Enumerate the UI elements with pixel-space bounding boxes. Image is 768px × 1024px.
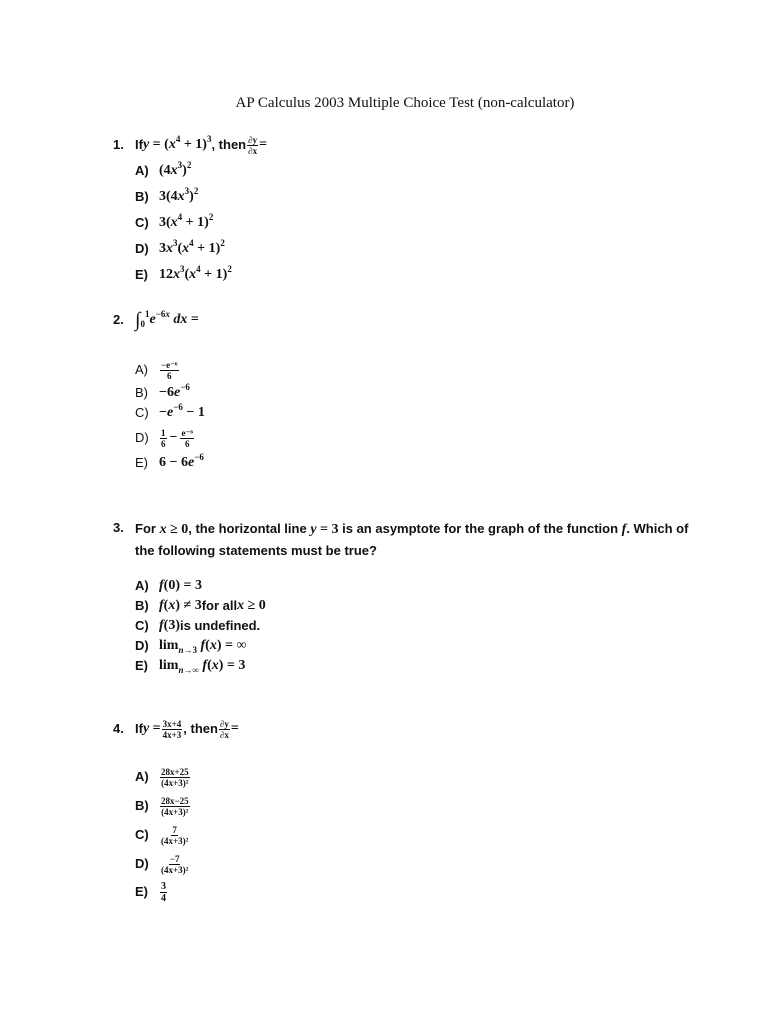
- question-2-stem: $\int_0^1e^{-6x}$ dx =: [135, 309, 199, 331]
- q1-option-e[interactable]: E) $12x^3(x^4 + 1)^2$: [135, 264, 232, 282]
- q1-derivative-symbol: $\frac{\partial y}{\partial x}$: [248, 134, 258, 156]
- question-3-stem: For x ≥ 0, the horizontal line y = 3 is an asymptote for the graph of the function f. Which of the following statements must be true?: [135, 521, 689, 558]
- question-2-number: 2.: [113, 312, 124, 327]
- question-4-stem: If y = $\frac{3x+4}{4x+3}$ , then $\frac{\partial y}{\partial x}$ =: [135, 718, 239, 740]
- q4-derivative-symbol: $\frac{\partial y}{\partial x}$: [219, 718, 229, 740]
- q1-if: If: [135, 137, 143, 152]
- question-4-number: 4.: [113, 721, 124, 736]
- question-3-number: 3.: [113, 520, 124, 535]
- q4-option-a[interactable]: A) $\frac{28x+25}{\text{(4x+3)²}}$: [135, 766, 189, 788]
- q3-option-e[interactable]: E) $\lim_{n\to\infty} f(x) = 3$: [135, 658, 246, 675]
- q2-option-d[interactable]: D) $\frac{1}{6}$ − $\frac{\text{e⁻⁶}}{6}$: [135, 427, 193, 449]
- page-title: AP Calculus 2003 Multiple Choice Test (non-calculator): [235, 95, 575, 111]
- q4-option-e[interactable]: E) $\frac{3}{4}$: [135, 880, 166, 904]
- q1-then: , then: [211, 137, 247, 152]
- q3-option-d[interactable]: D) $\lim_{n\to 3} f(x)$ = ∞: [135, 638, 247, 655]
- q4-option-c[interactable]: C) $\frac{7}{\text{(4x+3)²}}$: [135, 824, 189, 846]
- q1-function: $y = (x^4 + 1)^3$: [142, 134, 212, 152]
- q1-option-c[interactable]: C) $3(x^4 + 1)^2$: [135, 212, 214, 230]
- q1-option-b[interactable]: B) $3(4x^3)^2$: [135, 186, 199, 204]
- q2-option-b[interactable]: B) $-6e^{-6}$: [135, 382, 190, 400]
- q4-function-fraction: $\frac{3x+4}{4x+3}$: [162, 718, 182, 740]
- q4-option-d[interactable]: D) $\frac{-7}{\text{(4x+3)²}}$: [135, 853, 189, 875]
- q2-option-a[interactable]: A) $\frac{\text{−e⁻⁶}}{6}$: [135, 359, 178, 381]
- question-1-number: 1.: [113, 137, 124, 152]
- question-1-stem: If $y = (x^4 + 1)^3$ , then $\frac{\partial y}{\partial x}$ =: [135, 134, 268, 156]
- q4-option-b[interactable]: B) $\frac{28x-25}{\text{(4x+3)²}}$: [135, 795, 189, 817]
- q2-option-c[interactable]: C) $-e^{-6} - 1$: [135, 402, 205, 420]
- q3-option-c[interactable]: C) f(3) is undefined.: [135, 618, 261, 633]
- q1-option-a[interactable]: A) $(4x^3)^2$: [135, 160, 192, 178]
- q2-option-e[interactable]: E) $6 - 6e^{-6}$: [135, 452, 204, 470]
- q3-option-b[interactable]: B) f(x) ≠ 3 for all x ≥ 0: [135, 598, 266, 613]
- q1-option-d[interactable]: D) $3x^3(x^4 + 1)^2$: [135, 238, 225, 256]
- q3-option-a[interactable]: A) f(0) = 3: [135, 578, 202, 593]
